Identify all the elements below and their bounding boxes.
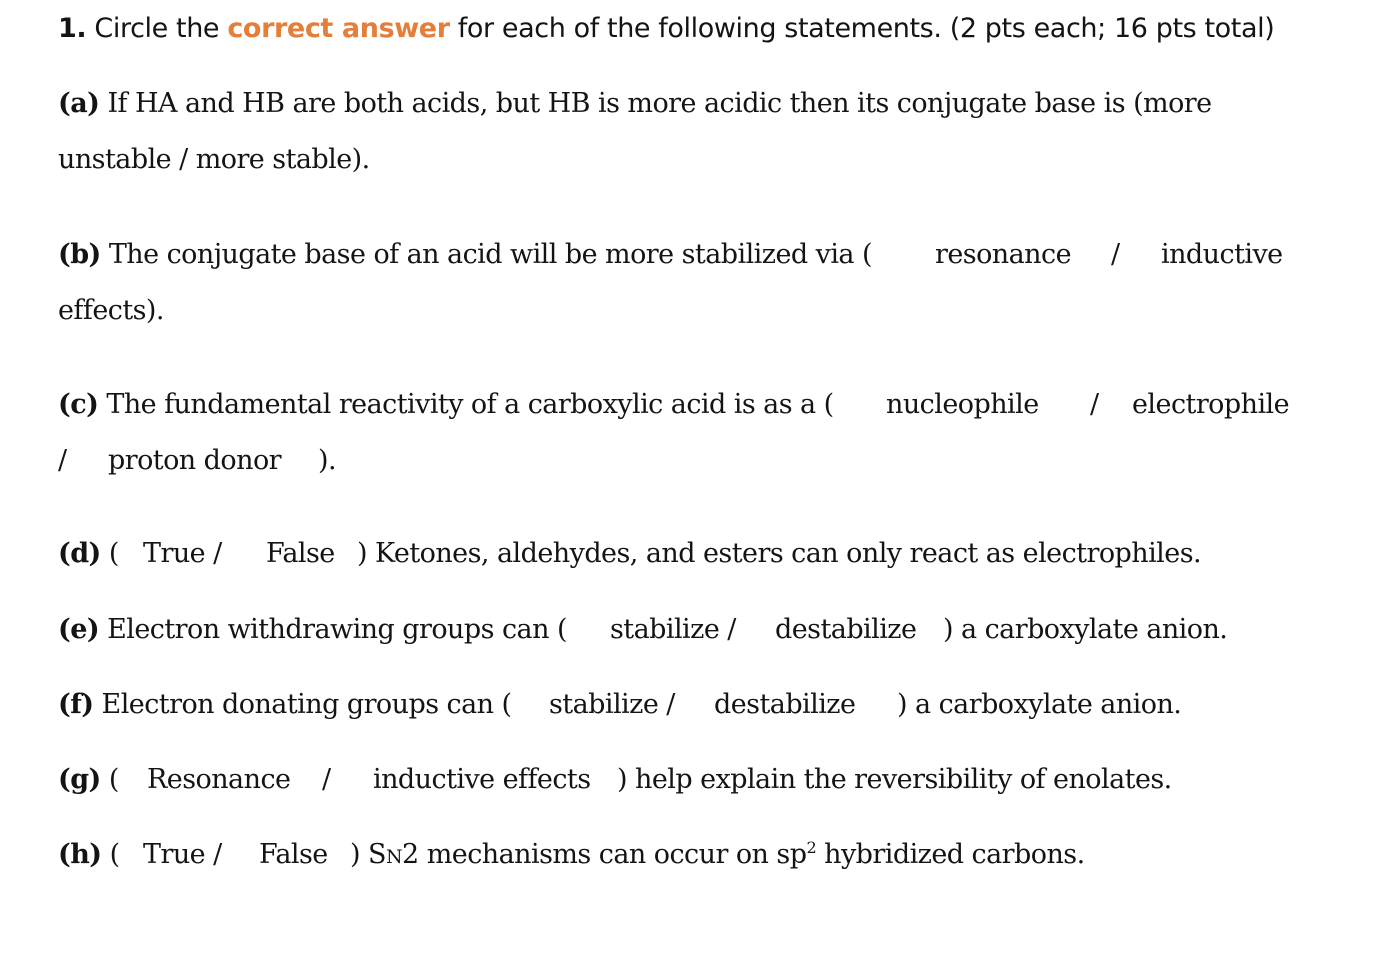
item-c-line1 [58,388,834,422]
item-h-subscript-n: N [385,846,403,868]
item-e-text: Electron withdrawing groups can ( [99,614,567,645]
item-c-option-nucleophile[interactable]: nucleophile [886,389,1039,420]
item-c-option-electrophile[interactable]: electrophile [1132,389,1290,420]
item-e-line [58,613,567,647]
item-b-option-resonance[interactable]: resonance [935,239,1072,270]
heading-highlight: correct answer [227,13,450,44]
item-h-label: (h) [58,839,102,870]
item-f-label: (f) [58,689,94,720]
item-g-label: (g) [58,764,101,795]
item-a-line1 [58,87,1212,121]
item-b-text: The conjugate base of an acid will be more stabilized via ( [100,239,872,270]
item-h-s: S [359,839,386,870]
item-g-separator: / [322,764,331,795]
item-b-option-inductive[interactable]: inductive [1161,239,1283,270]
item-d-option-true[interactable]: True / [143,538,222,569]
item-c-separator-2: / [58,445,67,476]
item-e-option-stabilize[interactable]: stabilize / [610,614,736,645]
item-g-statement: ) help explain the reversibility of enolates. [617,764,1172,795]
item-c-option-proton-donor[interactable]: proton donor [108,445,282,476]
item-b-line1 [58,238,872,272]
item-g-line [58,763,119,797]
item-g-option-inductive-effects[interactable]: inductive effects [373,764,591,795]
item-c-separator-1: / [1090,389,1099,420]
item-a-line2: unstable / more stable). [58,144,370,175]
item-f-option-stabilize[interactable]: stabilize / [549,689,675,720]
item-d-open: ( [100,538,119,569]
item-d-label: (d) [58,538,101,569]
item-e-option-destabilize[interactable]: destabilize [775,614,917,645]
heading-text-before: Circle the [86,13,228,44]
item-f-text: Electron donating groups can ( [93,689,512,720]
item-d-statement: ) Ketones, aldehydes, and esters can only react as electrophiles. [357,538,1202,569]
item-h-option-false[interactable]: False [259,839,328,870]
item-e-statement: ) a carboxylate anion. [943,614,1228,645]
item-h-superscript: 2 [806,838,817,857]
item-b-label: (b) [58,239,101,270]
item-f-option-destabilize[interactable]: destabilize [714,689,856,720]
item-h-line [58,838,120,872]
item-b-separator: / [1111,239,1120,270]
item-a-label: (a) [58,88,100,119]
item-a-text: If HA and HB are both acids, but HB is more acidic then its conjugate base is (more [99,88,1212,119]
question-heading [58,12,1274,46]
item-h-close: ) [350,839,360,870]
item-h-open: ( [101,839,120,870]
item-h-statement [350,838,1085,874]
item-f-line [58,688,512,722]
item-g-option-resonance[interactable]: Resonance [147,764,291,795]
item-h-option-true[interactable]: True / [143,839,222,870]
item-c-text: The fundamental reactivity of a carboxylic acid is as a ( [98,389,834,420]
item-d-line [58,537,119,571]
item-c-close: ). [318,445,337,476]
item-c-label: (c) [58,389,99,420]
item-f-statement: ) a carboxylate anion. [897,689,1182,720]
item-g-open: ( [100,764,119,795]
question-number: 1. [58,13,87,44]
item-b-line2: effects). [58,295,164,326]
item-e-label: (e) [58,614,100,645]
item-h-text-2: hybridized carbons. [816,839,1085,870]
item-d-option-false[interactable]: False [266,538,335,569]
heading-text-after: for each of the following statements. (2 pts each; 16 pts total) [449,13,1275,44]
item-h-text-1: 2 mechanisms can occur on sp [402,839,807,870]
